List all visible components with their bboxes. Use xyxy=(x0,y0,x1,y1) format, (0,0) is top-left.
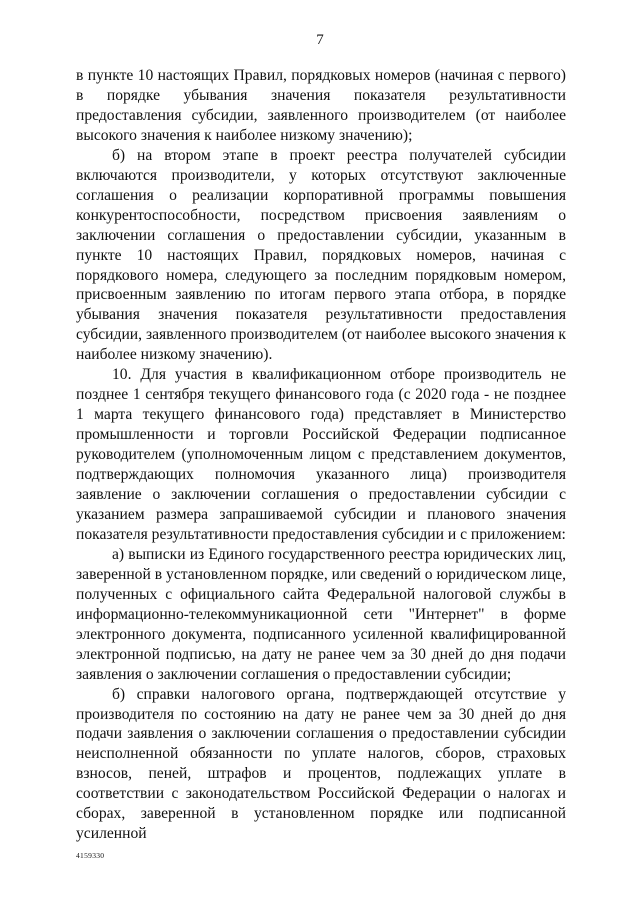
document-code: 4159330 xyxy=(76,851,105,860)
paragraph-subpoint-a-extract: а) выписки из Единого государственного реестра юридических лиц, заверенной в установленном порядке, или сведений о юридическом лице, полученных с официального сайта Федеральной налоговой службы в информационно-телекоммуникационной сети "Интернет" в форме электронного документа, подписанного усиленной квалифицированной электронной подписью, на дату не ранее чем за 30 дней до дня подачи заявления о заключении соглашения о предоставлении субсидии; xyxy=(76,545,566,683)
paragraph-point-10: 10. Для участия в квалификационном отборе производитель не позднее 1 сентября текущего финансового года (с 2020 года - не позднее 1 марта текущего финансового года) представляет в Министерство промышленности и торговли Российской Федерации подписанное руководителем (уполномоченным лицом с представлением документов, подтверждающих полномочия указанного лица) производителя заявление о заключении соглашения о предоставлении субсидии с указанием размера запрашиваемой субсидии и планового значения показателя результативности предоставления субсидии и с приложением: xyxy=(76,366,566,543)
paragraph-continuation: в пункте 10 настоящих Правил, порядковых номеров (начиная с первого) в порядке убывания значения показателя результативности предоставления субсидии, заявленного производителем (от наиболее высокого значения к наиболее низкому значению); xyxy=(76,67,566,144)
paragraph-subpoint-b-second-stage: б) на втором этапе в проект реестра получателей субсидии включаются производители, у которых отсутствуют заключенные соглашения о реализации корпоративной программы повышения конкурентоспособности, посредством присвоения заявлениям о заключении соглашения о предоставлении субсидии, указанным в пункте 10 настоящих Правил, порядковых номеров, начиная с порядкового номера, следующего за последним порядковым номером, присвоенным заявлению по итогам первого этапа отбора, в порядке убывания значения показателя результативности предоставления субсидии, заявленного производителем (от наиболее высокого значения к наиболее низкому значению). xyxy=(76,146,566,364)
page-number: 7 xyxy=(316,32,324,48)
document-body xyxy=(76,66,566,844)
paragraph-subpoint-b-tax-certificate: б) справки налогового органа, подтверждающей отсутствие у производителя по состоянию на дату не ранее чем за 30 дней до дня подачи заявления о заключении соглашения о предоставлении субсидии неисполненной обязанности по уплате налогов, сборов, страховых взносов, пеней, штрафов и процентов, подлежащих уплате в соответствии с законодательством Российской Федерации о налогах и сборах, заверенной в установленном порядке или подписанной усиленной xyxy=(76,685,566,843)
